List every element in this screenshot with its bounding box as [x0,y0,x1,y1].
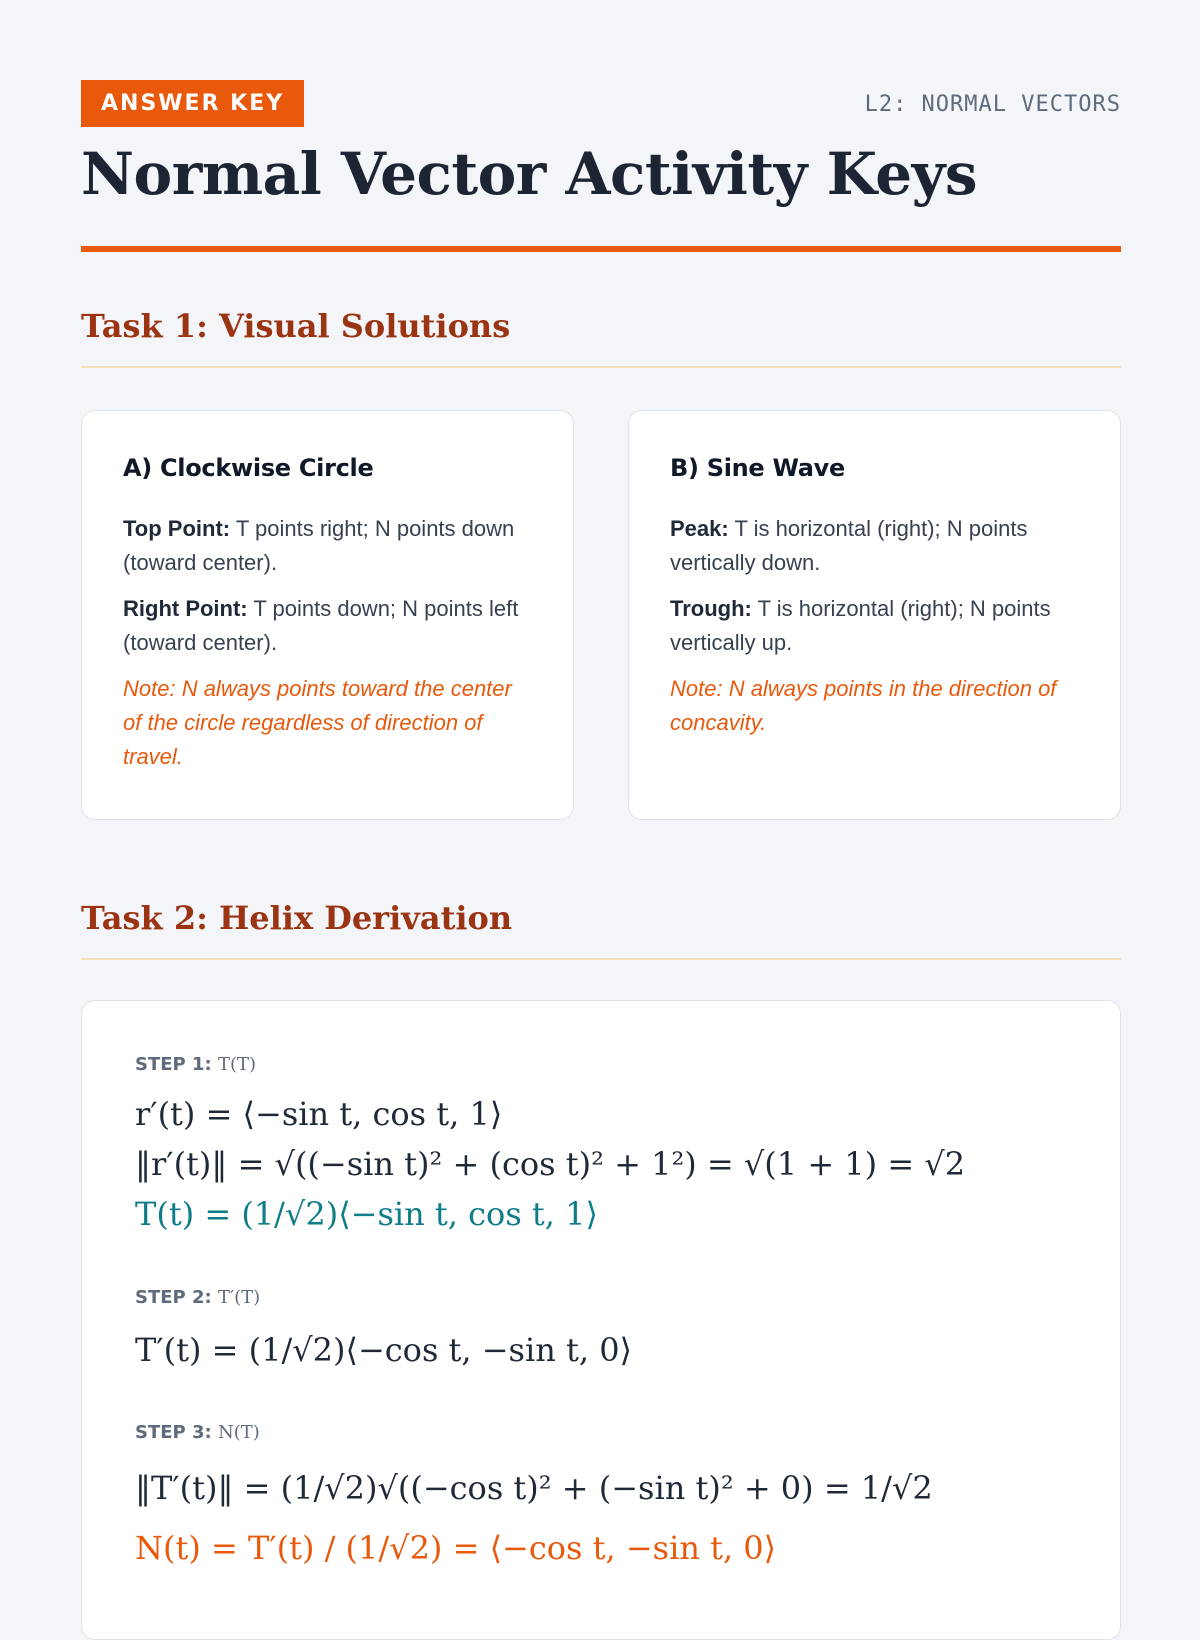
card-b-trough [670,592,1080,660]
step3-symbol: N(T) [218,1422,260,1443]
answer-key-badge: ANSWER KEY [81,80,304,127]
card-a-top-point-label: Top Point: [123,516,231,541]
card-b-peak-text: T is horizontal (right); N points vertically down. [670,516,1028,575]
step1-label-text: STEP 1: [135,1054,212,1075]
card-a-right-point-text: T points down; N points left (toward center). [123,596,519,655]
task1-heading: Task 1: Visual Solutions [81,307,511,345]
task2-divider [81,958,1121,960]
step3-label-text: STEP 3: [135,1422,212,1443]
step2-label [135,1287,260,1308]
card-a-note: Note: N always points toward the center of the circle regardless of direction of travel. [123,676,512,769]
card-a-top-point [123,512,533,580]
step1-magnitude: ‖r′(t)‖ = √((−sin t)² + (cos t)² + 1²) = √(1 + 1) = √2 [135,1145,966,1183]
step1-derivative: r′(t) = ⟨−sin t, cos t, 1⟩ [135,1095,503,1133]
step3-unit-normal: N(t) = T′(t) / (1/√2) = ⟨−cos t, −sin t, 0⟩ [135,1529,777,1567]
step3-label [135,1422,260,1443]
card-a-title: A) Clockwise Circle [123,454,374,482]
task2-heading: Task 2: Helix Derivation [81,899,513,937]
helix-derivation-card [81,1000,1121,1640]
card-a-right-point [123,592,533,660]
card-a-right-point-label: Right Point: [123,596,248,621]
card-b-trough-label: Trough: [670,596,752,621]
title-divider [81,246,1121,252]
card-a-top-point-text: T points right; N points down (toward center). [123,516,515,575]
card-b-peak [670,512,1080,580]
step2-tangent-derivative: T′(t) = (1/√2)⟨−cos t, −sin t, 0⟩ [135,1331,633,1369]
lesson-tag: L2: NORMAL VECTORS [864,92,1121,117]
card-b-note: Note: N always points in the direction of concavity. [670,676,1057,735]
card-b-trough-text: T is horizontal (right); N points vertically up. [670,596,1051,655]
step3-magnitude: ‖T′(t)‖ = (1/√2)√((−cos t)² + (−sin t)² + 0) = 1/√2 [135,1469,933,1507]
card-b-title: B) Sine Wave [670,454,845,482]
step1-unit-tangent: T(t) = (1/√2)⟨−sin t, cos t, 1⟩ [135,1195,598,1233]
step1-label [135,1054,256,1075]
task1-divider [81,366,1121,368]
step2-label-text: STEP 2: [135,1287,212,1308]
step2-symbol: T′(T) [218,1287,261,1308]
step1-symbol: T(T) [218,1054,257,1075]
page-title: Normal Vector Activity Keys [81,140,978,208]
card-b-peak-label: Peak: [670,516,729,541]
card-clockwise-circle [81,410,574,820]
card-sine-wave [628,410,1121,820]
